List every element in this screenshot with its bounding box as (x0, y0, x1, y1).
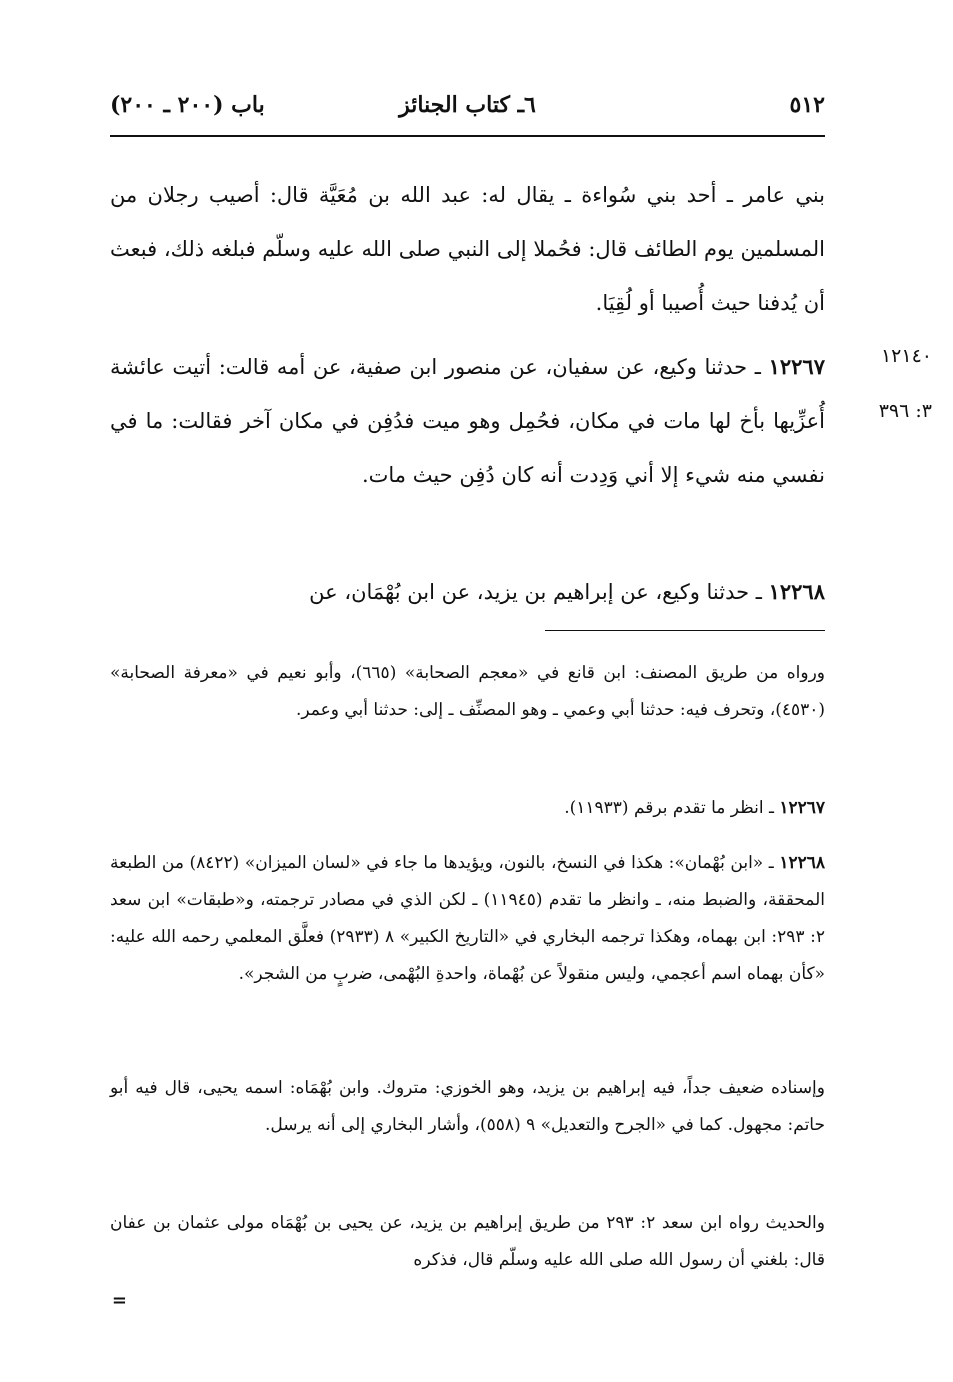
chapter-range: باب (٢٠٠ ـ ٢٠٠) (110, 92, 265, 118)
footnote-3 (110, 845, 825, 993)
footnote-2 (110, 790, 825, 827)
footnote-5: والحديث رواه ابن سعد ٢: ٢٩٣ من طريق إبراهيم بن يزيد، عن يحيى بن بُهْمَاه مولى عثمان بن عفان قال: بلغني أن رسول الله صلى الله عليه وسلّم قال، فذكره (110, 1213, 825, 1270)
hadith-text: ـ حدثنا وكيع، عن إبراهيم بن يزيد، عن ابن بُهْمَان، عن (309, 580, 769, 604)
footnote-4: وإسناده ضعيف جداً، فيه إبراهيم بن يزيد، وهو الخوزي: متروك. وابن بُهْمَاه: اسمه يحيى، قال فيه أبو حاتم: مجهول. كما في «الجرح والتعديل» ٩ (٥٥٨)، وأشار البخاري إلى أنه يرسل. (110, 1078, 825, 1135)
book-title: ٦ـ كتاب الجنائز (399, 92, 536, 118)
footnote-1: ورواه من طريق المصنف: ابن قانع في «معجم الصحابة» (٦٦٥)، وأبو نعيم في «معرفة الصحابة» (٤٥٣٠)، وتحرف فيه: حدثنا أبي وعمي ـ وهو المصنِّف ـ إلى: حدثنا أبي وعمر. (110, 663, 825, 720)
footnote-number: ١٢٢٦٨ (779, 853, 825, 873)
margin-reference-2: ٣: ٣٩٦ (878, 400, 932, 422)
hadith-text: ـ حدثنا وكيع، عن سفيان، عن منصور ابن صفية، عن أمه قالت: أتيت عائشة أُعزِّيها بأخ لها مات في مكان، فحُمِل وهو ميت فدُفِن في مكان آخر فقالت: ما في نفسي منه شيء إلا أني وَدِدت أنه كان دُفِن حيث مات. (110, 355, 825, 487)
running-header (110, 92, 825, 132)
continuation-mark: = (111, 1290, 127, 1311)
footnote-text: ـ «ابن بُهْمان»: هكذا في النسخ، بالنون، ويؤيدها ما جاء في «لسان الميزان» (٨٤٢٢) من الطبعة المحققة، والضبط منه، ـ وانظر ما تقدم (١١٩٤٥) ـ لكن الذي في مصادر ترجمته، و«طبقات» ابن سعد ٢: ٢٩٣: ابن بهماه، وهكذا ترجمه البخاري في «التاريخ الكبير» ٨ (٢٩٣٣) فعلَّق المعلمي رحمه الله عليه: «كأن بهماه اسم أعجمي، وليس منقولاً عن بُهْماة، واحدةِ البُهْمى، ضربٍ من الشجر». (110, 853, 825, 984)
hadith-number: ١٢٢٦٨ (768, 579, 825, 604)
hadith-number: ١٢٢٦٧ (768, 354, 825, 379)
main-paragraph-2 (110, 340, 825, 502)
footnote-number: ١٢٢٦٧ (779, 798, 825, 818)
header-divider (110, 135, 825, 137)
footnote-divider (545, 630, 825, 631)
main-paragraph-3 (110, 565, 825, 619)
margin-reference-1: ١٢١٤٠ (880, 345, 932, 367)
footnote-text: ـ انظر ما تقدم برقم (١١٩٣٣). (564, 798, 780, 818)
page-number: ٥١٢ (789, 92, 825, 118)
main-paragraph-1: بني عامر ـ أحد بني سُواءة ـ يقال له: عبد الله بن مُعَيَّة قال: أصيب رجلان من المسلمين يوم الطائف قال: فحُملا إلى النبي صلى الله عليه وسلّم فبلغه ذلك، فبعث أن يُدفنا حيث أُصيبا أو لُقِيَا. (110, 183, 825, 315)
